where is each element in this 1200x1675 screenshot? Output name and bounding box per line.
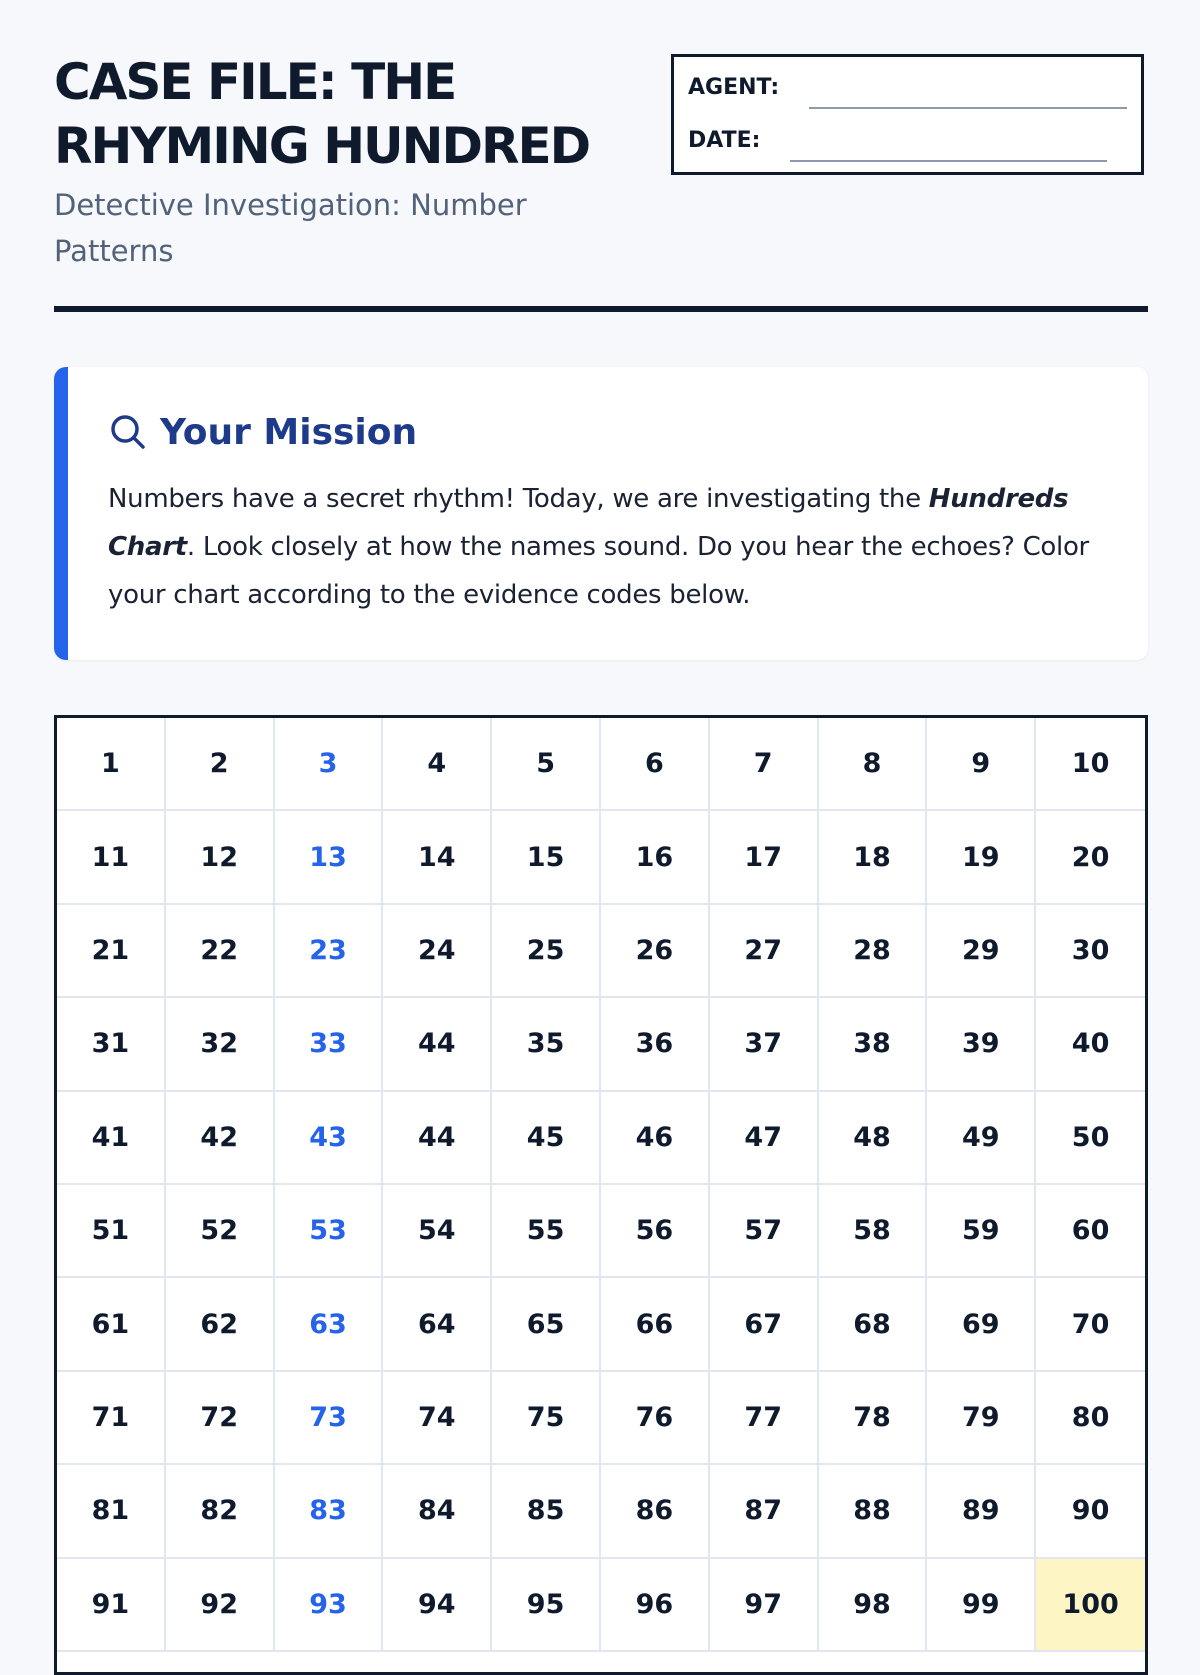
chart-cell[interactable]: 99: [927, 1559, 1036, 1652]
chart-cell[interactable]: 53: [275, 1185, 384, 1278]
chart-cell[interactable]: 20: [1036, 811, 1145, 904]
chart-cell[interactable]: 63: [275, 1278, 384, 1371]
chart-cell[interactable]: 61: [57, 1278, 166, 1371]
chart-cell[interactable]: 51: [57, 1185, 166, 1278]
chart-cell[interactable]: 56: [601, 1185, 710, 1278]
chart-cell[interactable]: 33: [275, 998, 384, 1091]
date-field[interactable]: [790, 160, 1107, 162]
hundreds-chart: [54, 715, 1148, 1675]
chart-cell[interactable]: 47: [710, 1092, 819, 1185]
chart-cell[interactable]: 91: [57, 1559, 166, 1652]
chart-cell[interactable]: 12: [166, 811, 275, 904]
chart-cell[interactable]: 30: [1036, 905, 1145, 998]
chart-cell[interactable]: 85: [492, 1465, 601, 1558]
mission-text-end: . Look closely at how the names sound. Do you hear the echoes? Color your chart according to the evidence codes below.: [108, 532, 1089, 610]
chart-cell[interactable]: 45: [492, 1092, 601, 1185]
chart-cell[interactable]: 36: [601, 998, 710, 1091]
chart-cell[interactable]: 38: [819, 998, 928, 1091]
chart-cell[interactable]: 93: [275, 1559, 384, 1652]
chart-cell[interactable]: 78: [819, 1372, 928, 1465]
page-title: CASE FILE: THE RHYMING HUNDRED: [54, 53, 590, 175]
chart-cell[interactable]: 83: [275, 1465, 384, 1558]
chart-cell[interactable]: 43: [275, 1092, 384, 1185]
chart-cell[interactable]: 59: [927, 1185, 1036, 1278]
chart-cell[interactable]: 44: [383, 1092, 492, 1185]
chart-cell[interactable]: 7: [710, 718, 819, 811]
mission-card: [54, 367, 1148, 660]
chart-cell[interactable]: 92: [166, 1559, 275, 1652]
chart-cell[interactable]: 82: [166, 1465, 275, 1558]
chart-cell[interactable]: 94: [383, 1559, 492, 1652]
chart-cell[interactable]: 71: [57, 1372, 166, 1465]
chart-cell[interactable]: 10: [1036, 718, 1145, 811]
chart-cell[interactable]: 52: [166, 1185, 275, 1278]
chart-cell[interactable]: 97: [710, 1559, 819, 1652]
header-divider: [54, 306, 1148, 312]
chart-cell[interactable]: 68: [819, 1278, 928, 1371]
chart-cell[interactable]: 65: [492, 1278, 601, 1371]
agent-row: [688, 71, 1127, 111]
chart-cell[interactable]: 25: [492, 905, 601, 998]
chart-cell[interactable]: 44: [383, 998, 492, 1091]
chart-cell[interactable]: 14: [383, 811, 492, 904]
chart-cell[interactable]: 16: [601, 811, 710, 904]
page-subtitle: Detective Investigation: Number Patterns: [54, 188, 527, 268]
chart-cell[interactable]: 79: [927, 1372, 1036, 1465]
date-label: DATE:: [688, 128, 761, 153]
chart-cell[interactable]: 81: [57, 1465, 166, 1558]
chart-cell[interactable]: 62: [166, 1278, 275, 1371]
chart-cell[interactable]: 18: [819, 811, 928, 904]
chart-cell[interactable]: 58: [819, 1185, 928, 1278]
chart-cell[interactable]: 90: [1036, 1465, 1145, 1558]
chart-cell[interactable]: 60: [1036, 1185, 1145, 1278]
chart-cell[interactable]: 5: [492, 718, 601, 811]
chart-cell[interactable]: 69: [927, 1278, 1036, 1371]
chart-cell[interactable]: 8: [819, 718, 928, 811]
mission-title: Your Mission: [160, 411, 418, 453]
agent-label: AGENT:: [688, 75, 780, 100]
chart-cell[interactable]: 100: [1036, 1559, 1145, 1652]
chart-cell[interactable]: 50: [1036, 1092, 1145, 1185]
chart-cell[interactable]: 87: [710, 1465, 819, 1558]
chart-cell[interactable]: 6: [601, 718, 710, 811]
chart-cell[interactable]: 89: [927, 1465, 1036, 1558]
chart-cell[interactable]: 40: [1036, 998, 1145, 1091]
mission-text-start: Numbers have a secret rhythm! Today, we are investigating the: [108, 484, 929, 514]
chart-cell[interactable]: 96: [601, 1559, 710, 1652]
chart-cell[interactable]: 76: [601, 1372, 710, 1465]
chart-cell[interactable]: 66: [601, 1278, 710, 1371]
mission-heading: [108, 407, 417, 457]
chart-cell[interactable]: 23: [275, 905, 384, 998]
chart-cell[interactable]: 27: [710, 905, 819, 998]
chart-cell[interactable]: 39: [927, 998, 1036, 1091]
chart-cell[interactable]: 86: [601, 1465, 710, 1558]
chart-cell[interactable]: 35: [492, 998, 601, 1091]
header: [54, 50, 1148, 274]
mission-emphasis: Hundreds Chart: [108, 484, 1069, 562]
chart-cell[interactable]: 84: [383, 1465, 492, 1558]
chart-cell[interactable]: 29: [927, 905, 1036, 998]
chart-cell[interactable]: 98: [819, 1559, 928, 1652]
agent-info-box: [671, 54, 1144, 175]
chart-cell[interactable]: 17: [710, 811, 819, 904]
chart-cell[interactable]: 55: [492, 1185, 601, 1278]
chart-cell[interactable]: 49: [927, 1092, 1036, 1185]
chart-cell[interactable]: 72: [166, 1372, 275, 1465]
chart-cell[interactable]: 70: [1036, 1278, 1145, 1371]
chart-cell[interactable]: 41: [57, 1092, 166, 1185]
chart-cell[interactable]: 19: [927, 811, 1036, 904]
chart-cell[interactable]: 32: [166, 998, 275, 1091]
agent-field[interactable]: [809, 107, 1127, 109]
chart-cell[interactable]: 74: [383, 1372, 492, 1465]
chart-cell[interactable]: 64: [383, 1278, 492, 1371]
chart-cell[interactable]: 46: [601, 1092, 710, 1185]
chart-cell[interactable]: 2: [166, 718, 275, 811]
chart-cell[interactable]: 37: [710, 998, 819, 1091]
chart-cell[interactable]: 73: [275, 1372, 384, 1465]
magnifier-icon: [108, 412, 148, 452]
chart-cell[interactable]: 88: [819, 1465, 928, 1558]
chart-cell[interactable]: 54: [383, 1185, 492, 1278]
chart-cell[interactable]: 57: [710, 1185, 819, 1278]
date-row: [688, 124, 1127, 164]
chart-cell[interactable]: 77: [710, 1372, 819, 1465]
chart-cell[interactable]: 4: [383, 718, 492, 811]
chart-cell[interactable]: 26: [601, 905, 710, 998]
chart-cell[interactable]: 11: [57, 811, 166, 904]
chart-cell[interactable]: 1: [57, 718, 166, 811]
chart-cell[interactable]: 95: [492, 1559, 601, 1652]
chart-cell[interactable]: 9: [927, 718, 1036, 811]
chart-cell[interactable]: 3: [275, 718, 384, 811]
chart-cell[interactable]: 13: [275, 811, 384, 904]
mission-text: [108, 475, 1118, 619]
chart-cell[interactable]: 67: [710, 1278, 819, 1371]
chart-cell[interactable]: 48: [819, 1092, 928, 1185]
chart-cell[interactable]: 15: [492, 811, 601, 904]
chart-cell[interactable]: 28: [819, 905, 928, 998]
chart-cell[interactable]: 42: [166, 1092, 275, 1185]
chart-cell[interactable]: 24: [383, 905, 492, 998]
chart-cell[interactable]: 80: [1036, 1372, 1145, 1465]
chart-cell[interactable]: 21: [57, 905, 166, 998]
chart-cell[interactable]: 31: [57, 998, 166, 1091]
chart-cell[interactable]: 22: [166, 905, 275, 998]
chart-cell[interactable]: 75: [492, 1372, 601, 1465]
